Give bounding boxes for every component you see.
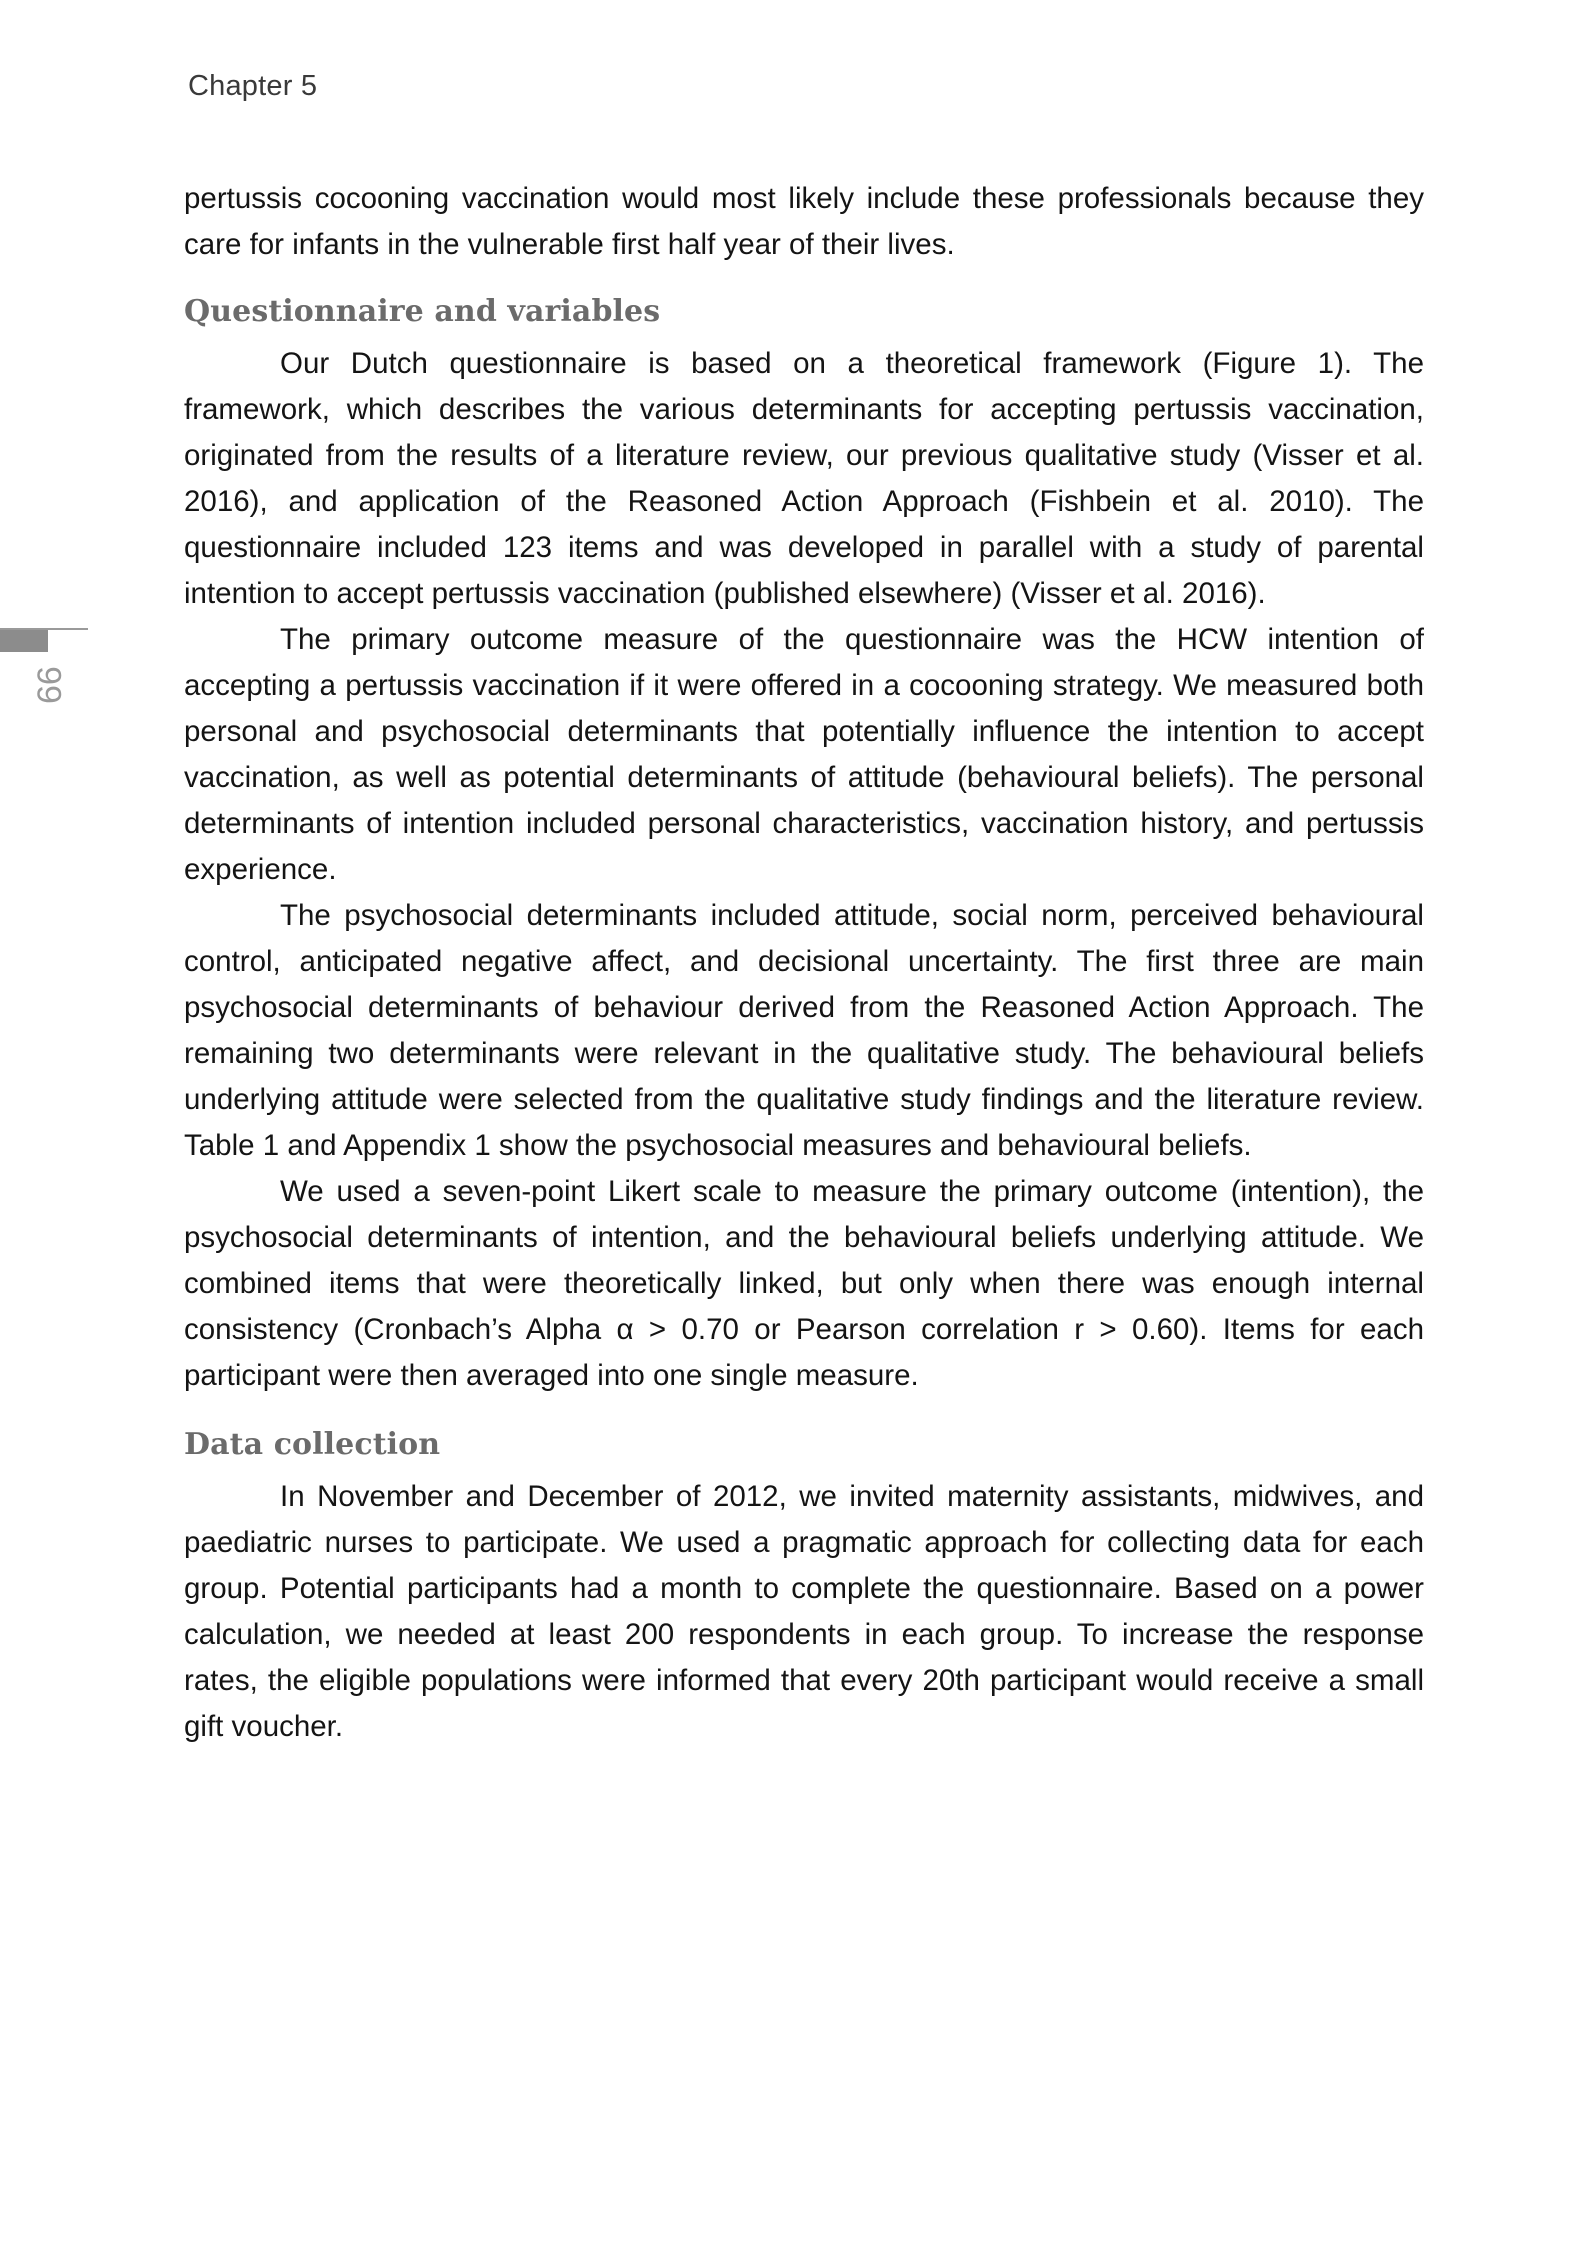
page-tab-rule	[0, 628, 88, 630]
section-heading-questionnaire: Questionnaire and variables	[184, 294, 661, 329]
intro-paragraph: pertussis cocooning vaccination would most likely include these professionals because they care for infants in the vulnerable first half year of their lives.	[184, 182, 1424, 261]
page-body	[184, 176, 1424, 1750]
questionnaire-paragraph-2: The primary outcome measure of the questionnaire was the HCW intention of accepting a pertussis vaccination if it were offered in a cocooning strategy. We measured both personal and psychosocial determinants that potentially influence the intention to accept vaccination, as well as potential determinants of attitude (behavioural beliefs). The personal determinants of intention included personal characteristics, vaccination history, and pertussis experience.	[184, 623, 1424, 886]
page-number: 99	[29, 666, 68, 704]
questionnaire-paragraph-1: Our Dutch questionnaire is based on a theoretical framework (Figure 1). The framework, which describes the various determinants for accepting pertussis vaccination, originated from the results of a literature review, our previous qualitative study (Visser et al. 2016), and application of the Reasoned Action Approach (Fishbein et al. 2010). The questionnaire included 123 items and was developed in parallel with a study of parental intention to accept pertussis vaccination (published elsewhere) (Visser et al. 2016).	[184, 347, 1424, 610]
questionnaire-paragraph-4: We used a seven-point Likert scale to measure the primary outcome (intention), the psychosocial determinants of intention, and the behavioural beliefs underlying attitude. We combined items that were theoretically linked, but only when there was enough internal consistency (Cronbach’s Alpha α > 0.70 or Pearson correlation r > 0.60). Items for each participant were then averaged into one single measure.	[184, 1175, 1424, 1392]
page-tab-marker	[0, 628, 48, 652]
section-heading-data-collection: Data collection	[184, 1427, 441, 1462]
running-header: Chapter 5	[188, 70, 318, 102]
questionnaire-paragraph-3: The psychosocial determinants included attitude, social norm, perceived behavioural control, anticipated negative affect, and decisional uncertainty. The first three are main psychosocial determinants of behaviour derived from the Reasoned Action Approach. The remaining two determinants were relevant in the qualitative study. The behavioural beliefs underlying attitude were selected from the qualitative study findings and the literature review. Table 1 and Appendix 1 show the psychosocial measures and behavioural beliefs.	[184, 899, 1424, 1162]
data-collection-paragraph-1: In November and December of 2012, we invited maternity assistants, midwives, and paediatric nurses to participate. We used a pragmatic approach for collecting data for each group. Potential participants had a month to complete the questionnaire. Based on a power calculation, we needed at least 200 respondents in each group. To increase the response rates, the eligible populations were informed that every 20th participant would receive a small gift voucher.	[184, 1480, 1424, 1743]
